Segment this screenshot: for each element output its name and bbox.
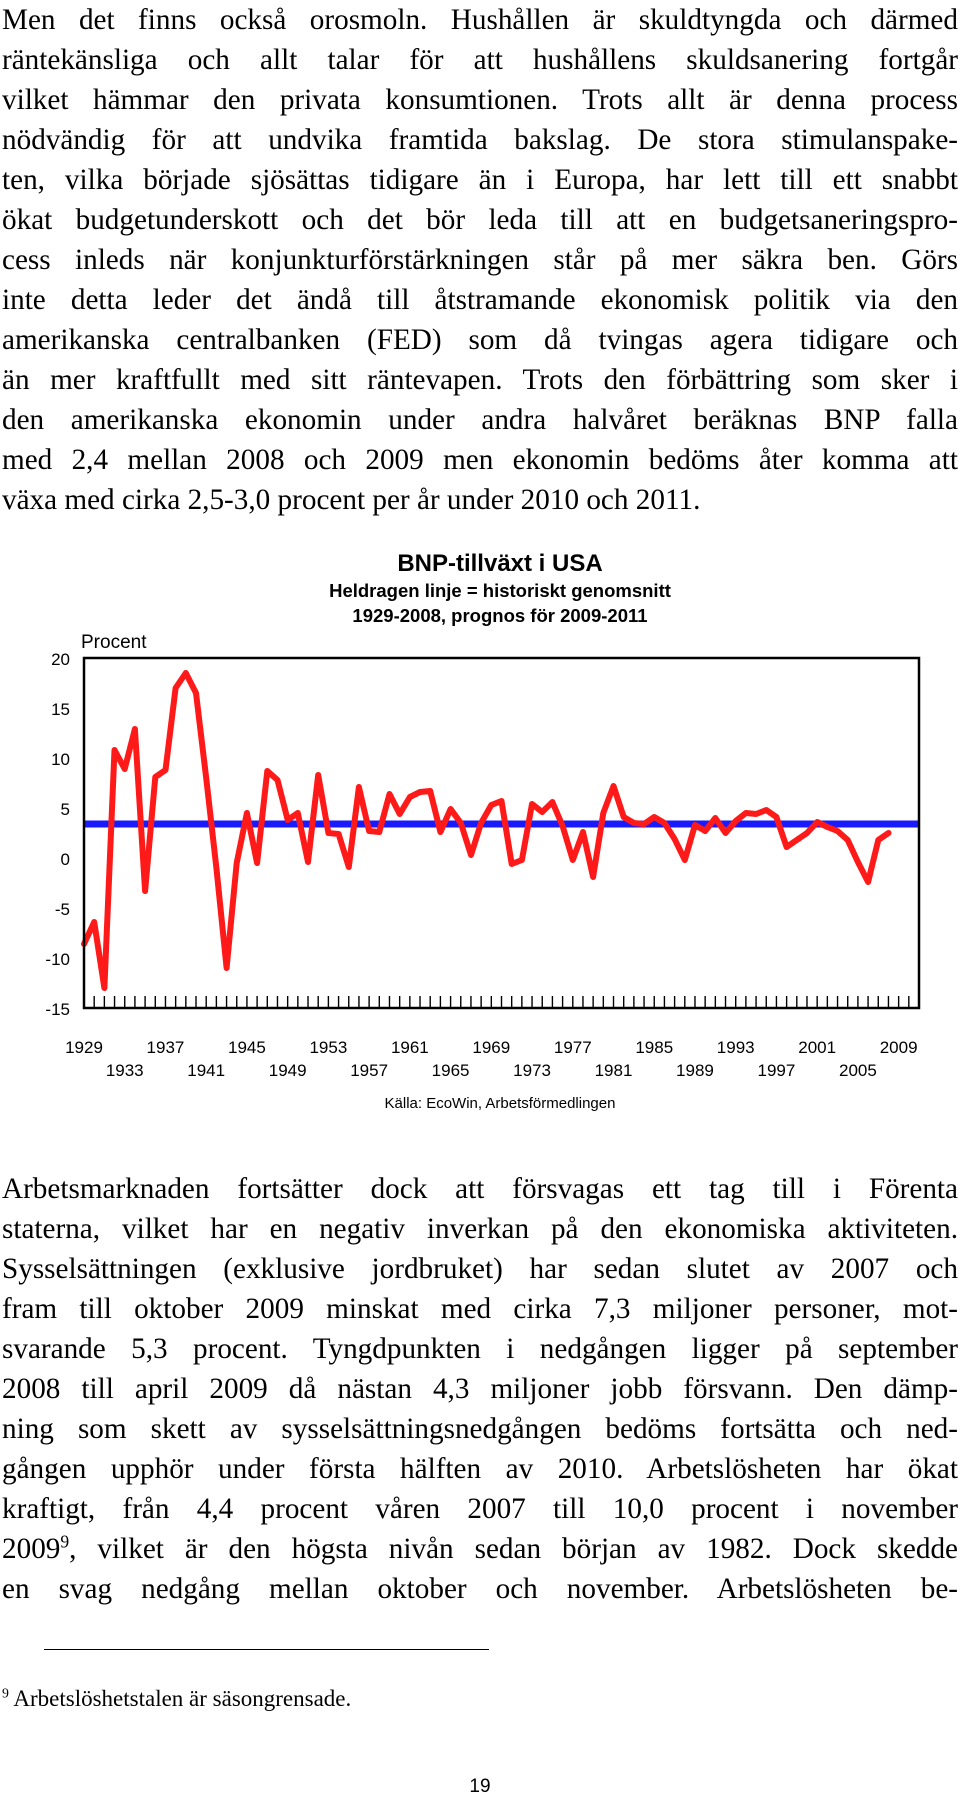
gdp-growth-point xyxy=(794,837,799,842)
gdp-growth-point xyxy=(784,844,789,849)
paragraph-2-line: staterna, vilket har en negativ inverkan på den ekonomiska aktiviteten. xyxy=(2,1213,958,1245)
gdp-growth-point xyxy=(580,829,585,834)
gdp-growth-point xyxy=(92,919,97,924)
x-tick-label: 1937 xyxy=(146,1038,185,1057)
plot-frame xyxy=(84,658,919,1008)
gdp-growth-point xyxy=(733,818,738,823)
gdp-growth-point xyxy=(336,831,341,836)
paragraph-1-line: vilket hämmar den privata konsumtionen. Trots allt är denna process xyxy=(2,84,958,116)
gdp-growth-point xyxy=(255,860,260,865)
x-tick-label: 1949 xyxy=(268,1061,307,1080)
x-tick-label: 1989 xyxy=(676,1061,714,1080)
x-tick-label: 1997 xyxy=(757,1061,796,1080)
y-tick-label: -10 xyxy=(45,950,70,969)
paragraph-1-line: med 2,4 mellan 2008 och 2009 men ekonomin bedöms åter komma att xyxy=(2,444,958,476)
text-segment: 2009 xyxy=(2,1533,61,1565)
paragraph-2-line: ning som skett av sysselsättningsnedgången bedöms fortsätta och ned- xyxy=(2,1413,958,1445)
paragraph-2-line: kraftigt, från 4,4 procent våren 2007 till 10,0 procent i november xyxy=(2,1493,958,1525)
gdp-growth-point xyxy=(397,811,402,816)
x-tick-label: 1977 xyxy=(553,1038,592,1057)
gdp-growth-point xyxy=(448,806,453,811)
gdp-growth-point xyxy=(876,837,881,842)
gdp-growth-point xyxy=(621,814,626,819)
gdp-growth-point xyxy=(652,814,657,819)
x-tick-label: 2001 xyxy=(798,1038,837,1057)
gdp-growth-point xyxy=(662,820,667,825)
paragraph-2-line: svarande 5,3 procent. Tyngdpunkten i nedgången ligger på september xyxy=(2,1333,958,1365)
gdp-growth-point xyxy=(723,830,728,835)
gdp-growth-point xyxy=(631,820,636,825)
x-tick-label: 1973 xyxy=(513,1061,551,1080)
chart-source: Källa: EcoWin, Arbetsförmedlingen xyxy=(384,1095,616,1112)
gdp-growth-point xyxy=(316,772,321,777)
gdp-growth-point xyxy=(285,817,290,822)
gdp-growth-point xyxy=(601,810,606,815)
gdp-growth-point xyxy=(407,794,412,799)
paragraph-1-line: ten, vilka började sjösättas tidigare än i Europa, har lett till ett snabbt xyxy=(2,164,958,196)
paragraph-1-line: ökat budgetunderskott och det bör leda till att en budgetsaneringspro- xyxy=(2,204,958,236)
gdp-growth-point xyxy=(132,726,137,731)
gdp-growth-point xyxy=(743,810,748,815)
x-tick-label: 1965 xyxy=(431,1061,470,1080)
gdp-growth-point xyxy=(102,985,107,990)
gdp-growth-point xyxy=(367,828,372,833)
gdp-growth-point xyxy=(754,811,759,816)
gdp-growth-point xyxy=(825,824,830,829)
x-tick-label: 1961 xyxy=(390,1038,429,1057)
x-tick-label: 1957 xyxy=(350,1061,389,1080)
gdp-growth-point xyxy=(855,859,860,864)
x-tick-label: 1985 xyxy=(635,1038,674,1057)
gdp-growth-point xyxy=(611,783,616,788)
paragraph-1-line: växa med cirka 2,5-3,0 procent per år under 2010 och 2011. xyxy=(2,484,701,516)
gdp-growth-point xyxy=(214,865,219,870)
y-tick-label: 20 xyxy=(51,650,70,669)
gdp-growth-point xyxy=(764,807,769,812)
gdp-growth-point xyxy=(550,799,555,804)
x-tick-label: 1969 xyxy=(472,1038,511,1057)
gdp-growth-point xyxy=(529,801,534,806)
gdp-growth-point xyxy=(356,784,361,789)
gdp-growth-point xyxy=(346,864,351,869)
paragraph-2-line: en svag nedgång mellan oktober och november. Arbetslösheten be- xyxy=(2,1573,958,1605)
paragraph-1-line: än mer kraftfullt med sitt räntevapen. Trots den förbättring som sker i xyxy=(2,364,958,396)
gdp-growth-point xyxy=(193,690,198,695)
paragraph-2 xyxy=(2,1169,958,1609)
gdp-growth-point xyxy=(163,767,168,772)
gdp-growth-point xyxy=(234,860,239,865)
paragraph-1-line: Men det finns också orosmoln. Hushållen är skuldtyngda och därmed xyxy=(2,4,958,36)
footnote-text: Arbetslöshetstalen är säsongrensade. xyxy=(13,1686,352,1711)
footnote xyxy=(2,1686,351,1712)
gdp-growth-point xyxy=(224,965,229,970)
gdp-growth-point xyxy=(519,857,524,862)
paragraph-2-line: Arbetsmarknaden fortsätter dock att försvagas ett tag till i Förenta xyxy=(2,1173,958,1205)
gdp-growth-point xyxy=(183,670,188,675)
gdp-growth-point xyxy=(153,774,158,779)
gdp-growth-point xyxy=(866,879,871,884)
gdp-growth-point xyxy=(305,859,310,864)
gdp-growth-point xyxy=(886,830,891,835)
gdp-growth-point xyxy=(560,823,565,828)
gdp-growth-point xyxy=(265,768,270,773)
gdp-growth-point xyxy=(703,828,708,833)
y-tick-label: -5 xyxy=(54,900,70,919)
gdp-growth-point xyxy=(591,874,596,879)
gdp-growth-point xyxy=(275,777,280,782)
paragraph-1-line: inte detta leder det ändå till åtstramande ekonomisk politik via den xyxy=(2,284,958,316)
gdp-growth-point xyxy=(845,837,850,842)
gdp-growth-point xyxy=(244,810,249,815)
y-tick-label: 0 xyxy=(60,850,70,869)
gdp-growth-point xyxy=(295,810,300,815)
gdp-growth-point xyxy=(642,821,647,826)
x-tick-label: 1933 xyxy=(105,1061,144,1080)
gdp-growth-point xyxy=(692,822,697,827)
gdp-growth-point xyxy=(468,852,473,857)
x-tick-label: 1941 xyxy=(187,1061,226,1080)
gdp-growth-point xyxy=(835,828,840,833)
x-tick-label: 1929 xyxy=(65,1038,103,1057)
y-tick-label: 5 xyxy=(60,800,70,819)
paragraph-2-line: gången upphör under första hälften av 2010. Arbetslösheten har ökat xyxy=(2,1453,958,1485)
paragraph-2-line: fram till oktober 2009 minskat med cirka 7,3 miljoner personer, mot- xyxy=(2,1293,958,1325)
chart-subtitle-line-2: 1929-2008, prognos för 2009-2011 xyxy=(352,605,648,626)
gdp-growth-series-line xyxy=(84,673,889,988)
x-tick-label: 1981 xyxy=(594,1061,633,1080)
gdp-growth-point xyxy=(682,857,687,862)
chart-title: BNP-tillväxt i USA xyxy=(397,550,603,577)
paragraph-1-line: cess inleds när konjunkturförstärkningen står på mer säkra ben. Görs xyxy=(2,244,958,276)
paragraph-1-line: amerikanska centralbanken (FED) som då tvingas agera tidigare och xyxy=(2,324,958,356)
x-tick-label: 2009 xyxy=(879,1038,918,1057)
footnote-number: 9 xyxy=(2,1685,9,1701)
paragraph-2-line: 2008 till april 2009 då nästan 4,3 miljoner jobb försvann. Den dämp- xyxy=(2,1373,958,1405)
gdp-growth-point xyxy=(499,798,504,803)
x-tick-label: 1953 xyxy=(309,1038,348,1057)
gdp-growth-point xyxy=(143,888,148,893)
gdp-growth-point xyxy=(774,814,779,819)
paragraph-2-line: Sysselsättningen (exklusive jordbruket) har sedan slutet av 2007 och xyxy=(2,1253,958,1285)
chart-subtitle-line-1: Heldragen linje = historiskt genomsnitt xyxy=(329,580,671,601)
gdp-growth-point xyxy=(458,820,463,825)
page-number: 19 xyxy=(469,1776,491,1797)
gdp-growth-point xyxy=(173,685,178,690)
y-tick-label: 15 xyxy=(51,700,70,719)
paragraph-2-line-with-footnote xyxy=(2,1529,958,1569)
gdp-growth-point xyxy=(387,791,392,796)
footnote-rule xyxy=(44,1649,489,1650)
gdp-growth-point xyxy=(326,830,331,835)
paragraph-1-line: nödvändig för att undvika framtida bakslag. De stora stimulanspake- xyxy=(2,124,958,156)
x-tick-label: 1993 xyxy=(716,1038,755,1057)
footnote-reference: 9 xyxy=(60,1531,70,1552)
gdp-growth-point xyxy=(204,775,209,780)
gdp-growth-point xyxy=(804,830,809,835)
paragraph-1-line: den amerikanska ekonomin under andra halvåret beräknas BNP falla xyxy=(2,404,958,436)
gdp-growth-point xyxy=(509,861,514,866)
gdp-growth-point xyxy=(417,789,422,794)
gdp-growth-point xyxy=(377,829,382,834)
text-segment: , vilket är den högsta nivån sedan början av 1982. Dock skedde xyxy=(69,1533,958,1565)
chart-y-axis-label: Procent xyxy=(81,632,147,653)
gdp-growth-point xyxy=(428,788,433,793)
gdp-growth-point xyxy=(112,747,117,752)
gdp-growth-point xyxy=(438,829,443,834)
paragraph-1 xyxy=(2,0,958,520)
gdp-growth-point xyxy=(122,766,127,771)
paragraph-1-line: räntekänsliga och allt talar för att hushållens skuldsanering fortgår xyxy=(2,44,958,76)
x-tick-label: 1945 xyxy=(228,1038,266,1057)
gdp-growth-point xyxy=(489,802,494,807)
gdp-growth-chart xyxy=(0,535,960,1115)
x-tick-label: 2005 xyxy=(838,1061,877,1080)
gdp-growth-point xyxy=(570,857,575,862)
gdp-growth-point xyxy=(713,815,718,820)
gdp-growth-point xyxy=(672,836,677,841)
gdp-growth-point xyxy=(540,809,545,814)
y-tick-label: 10 xyxy=(51,750,70,769)
y-tick-label: -15 xyxy=(45,1000,70,1019)
gdp-growth-point xyxy=(815,819,820,824)
gdp-growth-point xyxy=(479,820,484,825)
